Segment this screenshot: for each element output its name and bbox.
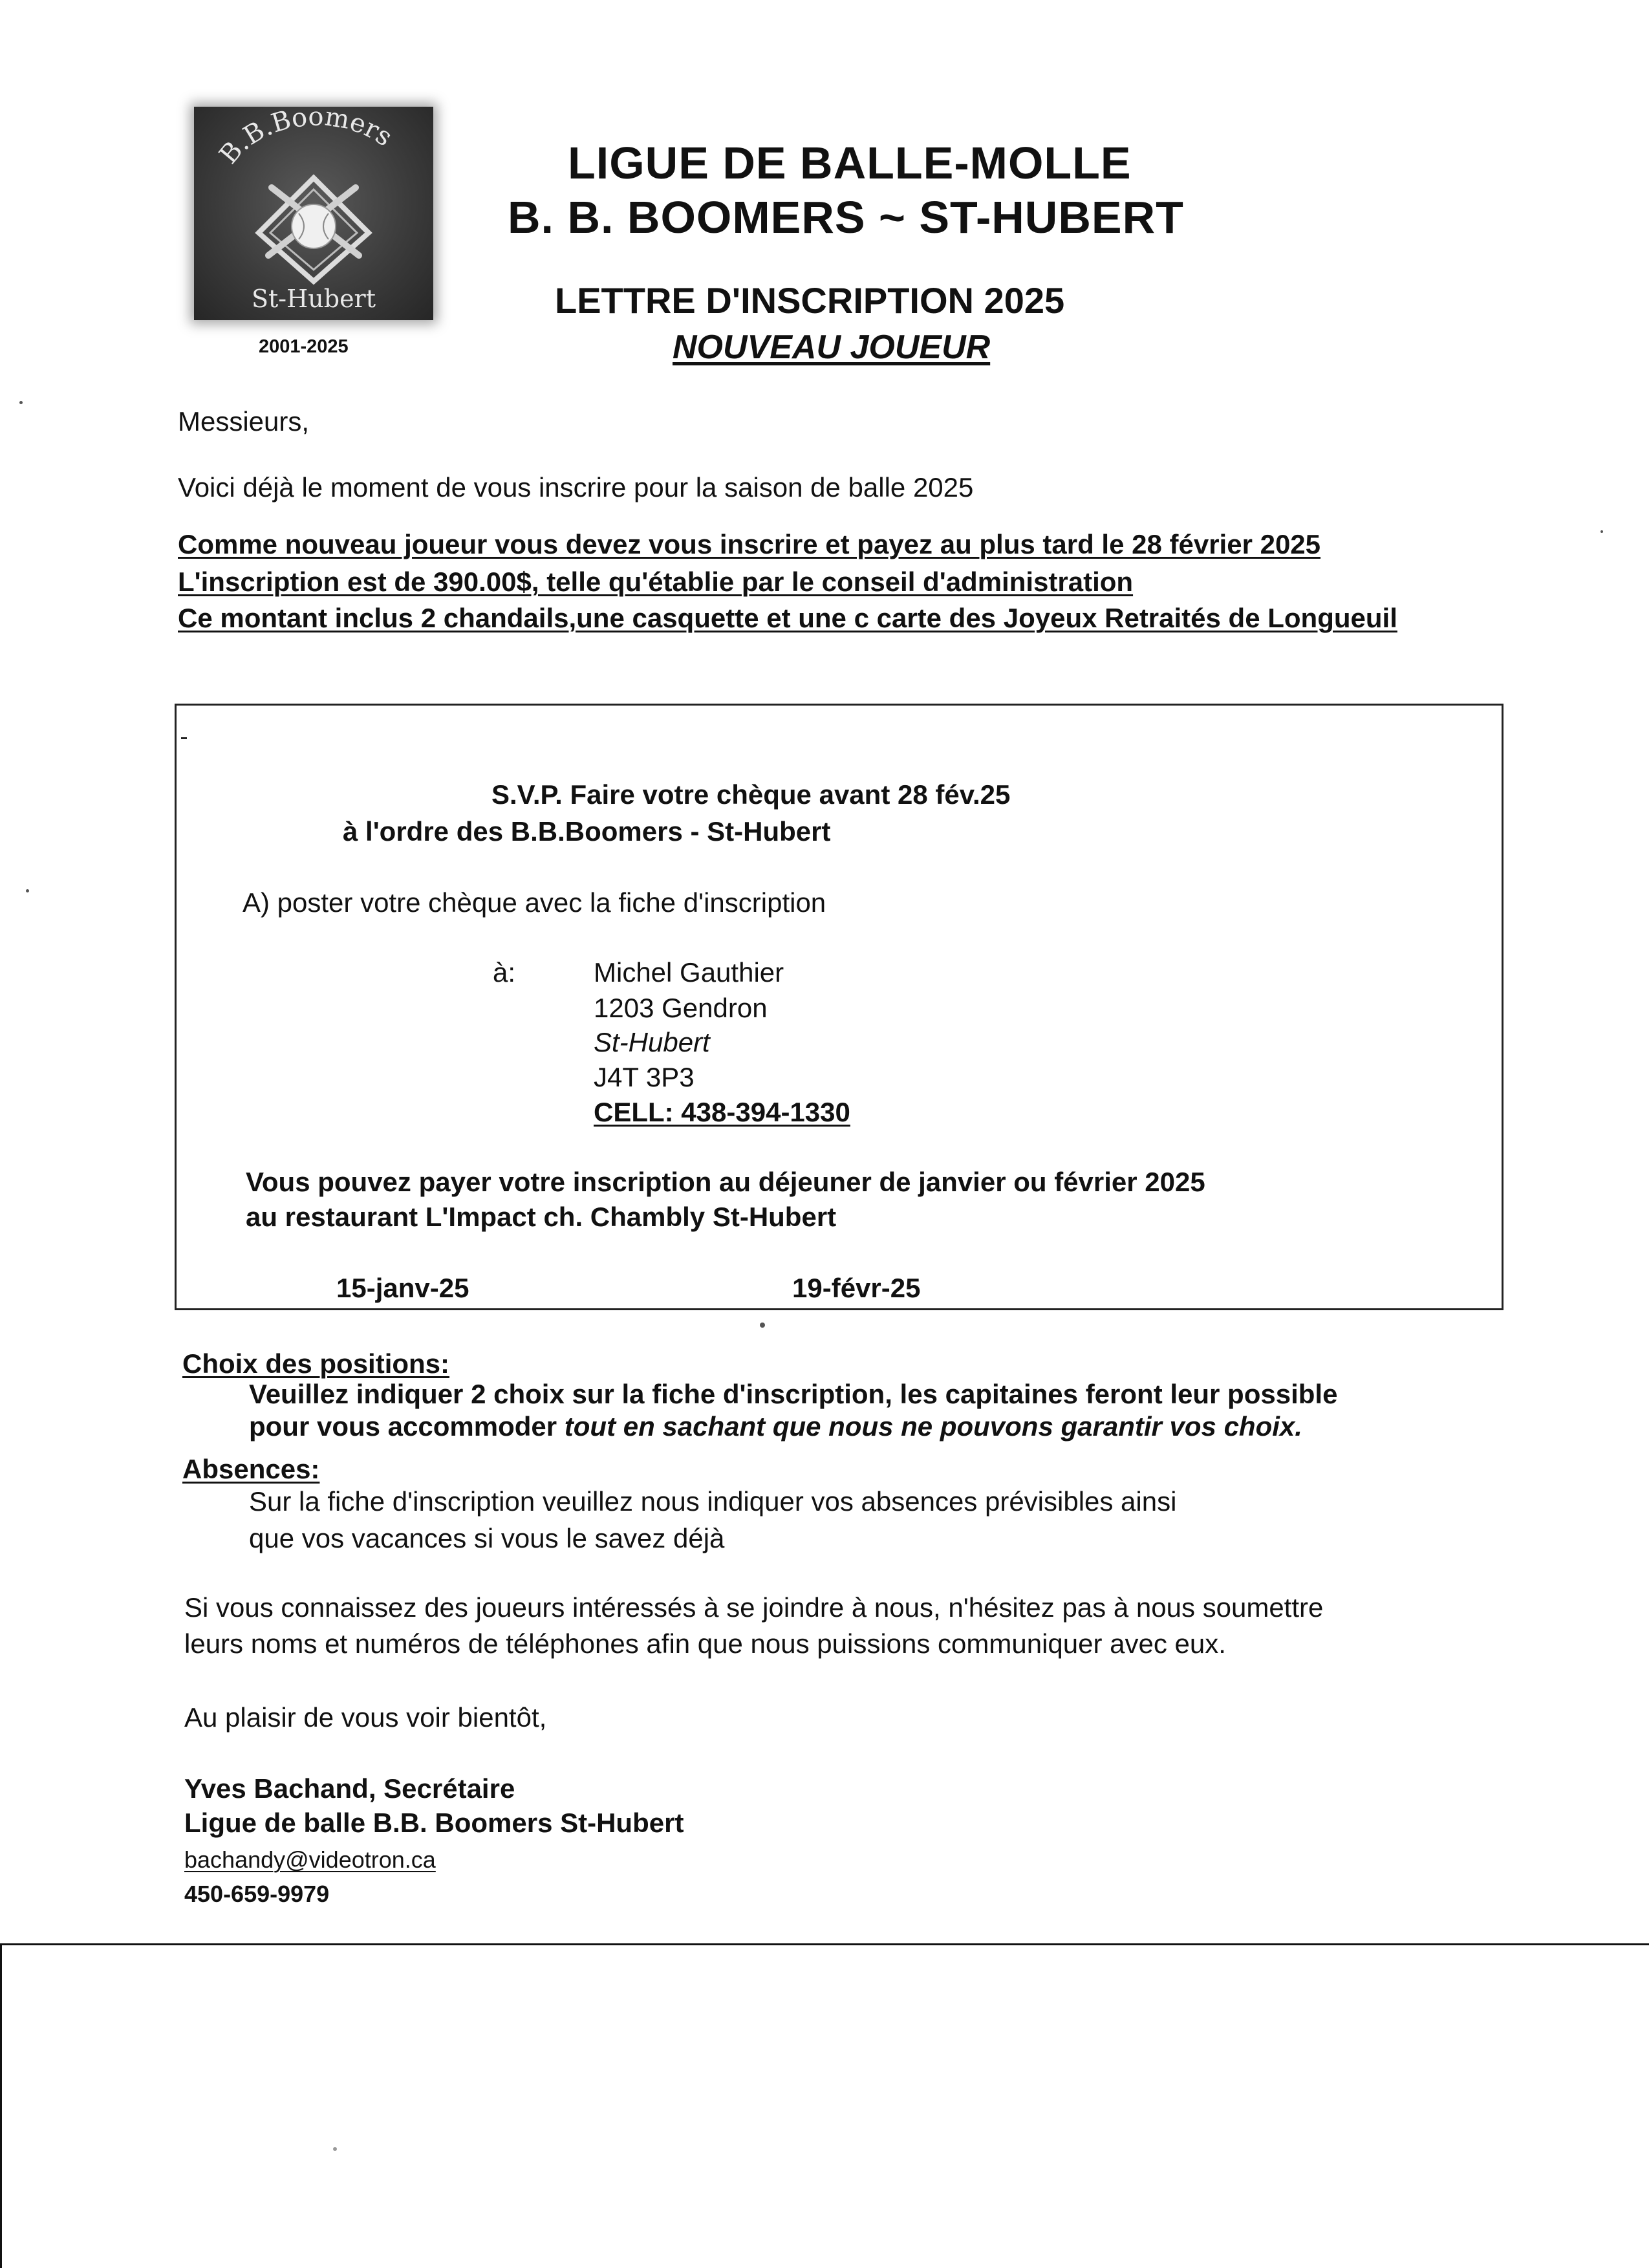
address-cell: CELL: 438-394-1330 [594, 1097, 850, 1127]
scan-border-left [0, 1943, 2, 2268]
signature-org: Ligue de balle B.B. Boomers St-Hubert [184, 1808, 684, 1838]
scan-speck [1600, 530, 1603, 533]
scan-border-bottom [0, 1943, 1649, 1945]
breakfast-date-2: 19-févr-25 [792, 1273, 921, 1303]
logo-top-text: B.B.Boomers [213, 107, 398, 170]
svg-text:B.B.Boomers [214, 107, 398, 169]
notice-line-1: Comme nouveau joueur vous devez vous inscrire et payez au plus tard le 28 février 2025 [178, 529, 1321, 559]
address-street: 1203 Gendron [594, 993, 768, 1023]
breakfast-date-1: 15-janv-25 [336, 1273, 469, 1303]
positions-heading: Choix des positions: [182, 1348, 450, 1379]
notice-line-3: Ce montant inclus 2 chandails,une casquette et une c carte des Joyeux Retraités de Longueuil [178, 603, 1397, 633]
league-title: LIGUE DE BALLE-MOLLE [568, 138, 1132, 188]
closing-line: Au plaisir de vous voir bientôt, [184, 1702, 547, 1733]
cheque-payee: à l'ordre des B.B.Boomers - St-Hubert [343, 816, 831, 847]
positions-line-2-normal: pour vous accommoder [249, 1411, 565, 1442]
referral-line-2: leurs noms et numéros de téléphones afin que nous puissions communiquer avec eux. [184, 1628, 1226, 1659]
positions-line-2 [249, 1411, 1302, 1442]
club-title: B. B. BOOMERS ~ ST-HUBERT [508, 192, 1184, 243]
scan-speck [760, 1323, 765, 1328]
address-city: St-Hubert [594, 1027, 710, 1057]
pay-at-breakfast: Vous pouvez payer votre inscription au déjeuner de janvier ou février 2025 [246, 1167, 1205, 1197]
referral-line-1: Si vous connaissez des joueurs intéressés à se joindre à nous, n'hésitez pas à nous soumettre [184, 1592, 1324, 1623]
address-postal: J4T 3P3 [594, 1062, 695, 1092]
intro-paragraph: Voici déjà le moment de vous inscrire pour la saison de balle 2025 [178, 472, 974, 502]
scan-speck [333, 2147, 337, 2151]
salutation: Messieurs, [178, 406, 310, 437]
baseball-diamond-icon [194, 107, 433, 320]
logo-years: 2001-2025 [259, 336, 349, 357]
absences-line-1: Sur la fiche d'inscription veuillez nous indiquer vos absences prévisibles ainsi [249, 1486, 1177, 1517]
box-dash-mark [181, 737, 187, 739]
address-label: à: [493, 957, 516, 988]
absences-heading: Absences: [182, 1454, 320, 1484]
positions-line-2-italic: tout en sachant que nous ne pouvons garantir vos choix. [564, 1411, 1302, 1442]
signature-phone: 450-659-9979 [184, 1881, 330, 1907]
scan-speck [19, 401, 23, 404]
signature-email-link[interactable]: bachandy@videotron.ca [184, 1846, 436, 1873]
logo-bottom-text: St-Hubert [251, 285, 376, 313]
league-logo [194, 107, 433, 320]
notice-line-2: L'inscription est de 390.00$, telle qu'établie par le conseil d'administration [178, 567, 1134, 597]
signature-name: Yves Bachand, Secrétaire [184, 1773, 515, 1804]
address-name: Michel Gauthier [594, 957, 784, 988]
letter-title: LETTRE D'INSCRIPTION 2025 [555, 280, 1065, 321]
positions-line-1: Veuillez indiquer 2 choix sur la fiche d'inscription, les capitaines feront leur possible [249, 1379, 1338, 1409]
option-a-mail: A) poster votre chèque avec la fiche d'inscription [242, 887, 826, 918]
letter-subtitle: NOUVEAU JOUEUR [673, 329, 991, 366]
restaurant-location: au restaurant L'Impact ch. Chambly St-Hubert [246, 1202, 837, 1232]
absences-line-2: que vos vacances si vous le savez déjà [249, 1523, 725, 1553]
scan-speck [26, 889, 29, 892]
cheque-deadline: S.V.P. Faire votre chèque avant 28 fév.25 [491, 779, 1011, 810]
